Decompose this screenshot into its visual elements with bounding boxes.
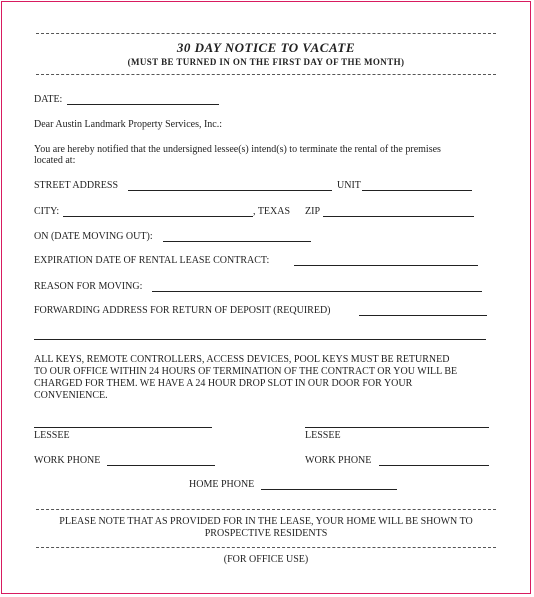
keys-notice-line-1: ALL KEYS, REMOTE CONTROLLERS, ACCESS DEVICES, POOL KEYS MUST BE RETURNED	[34, 354, 450, 365]
moving-out-field[interactable]	[163, 241, 311, 242]
lessee-label-1: LESSEE	[34, 430, 70, 441]
lessee-label-2: LESSEE	[305, 430, 341, 441]
work-phone-label-2: WORK PHONE	[305, 455, 372, 466]
form-title: 30 DAY NOTICE TO VACATE	[176, 40, 356, 55]
note-top-divider	[36, 509, 496, 510]
unit-label: UNIT	[337, 180, 361, 191]
showing-note-line-1: PLEASE NOTE THAT AS PROVIDED FOR IN THE LEASE, YOUR HOME WILL BE SHOWN TO	[59, 516, 473, 527]
reason-label: REASON FOR MOVING:	[34, 281, 143, 292]
work-phone-label-1: WORK PHONE	[34, 455, 101, 466]
city-field[interactable]	[63, 216, 253, 217]
note-bottom-divider	[36, 547, 496, 548]
keys-notice-line-3: CHARGED FOR THEM. WE HAVE A 24 HOUR DROP SLOT IN OUR DOOR FOR YOUR	[34, 378, 413, 389]
forwarding-field[interactable]	[359, 315, 487, 316]
expiration-label: EXPIRATION DATE OF RENTAL LEASE CONTRACT:	[34, 255, 270, 266]
forwarding-field-line-2[interactable]	[34, 339, 486, 340]
lessee-signature-field-1[interactable]	[34, 427, 212, 428]
intro-line-1: You are hereby notified that the undersigned lessee(s) intend(s) to terminate the rental of the premises	[34, 144, 441, 155]
work-phone-field-1[interactable]	[107, 465, 215, 466]
salutation: Dear Austin Landmark Property Services, Inc.:	[34, 119, 223, 130]
zip-label: ZIP	[305, 206, 320, 217]
unit-field[interactable]	[362, 190, 472, 191]
forwarding-label: FORWARDING ADDRESS FOR RETURN OF DEPOSIT (REQUIRED)	[34, 305, 331, 316]
street-address-field[interactable]	[128, 190, 332, 191]
expiration-field[interactable]	[294, 265, 478, 266]
lessee-signature-field-2[interactable]	[305, 427, 489, 428]
page-border	[1, 1, 531, 594]
intro-line-2: located at:	[34, 155, 76, 166]
reason-field[interactable]	[152, 291, 482, 292]
header-divider	[36, 74, 496, 75]
top-divider	[36, 33, 496, 34]
city-label: CITY:	[34, 206, 60, 217]
keys-notice-line-4: CONVENIENCE.	[34, 390, 108, 401]
street-address-label: STREET ADDRESS	[34, 180, 118, 191]
keys-notice-line-2: TO OUR OFFICE WITHIN 24 HOURS OF TERMINATION OF THE CONTRACT OR YOU WILL BE	[34, 366, 458, 377]
zip-field[interactable]	[323, 216, 474, 217]
office-use-label: (FOR OFFICE USE)	[223, 554, 309, 565]
date-label: DATE:	[34, 94, 63, 105]
showing-note-line-2: PROSPECTIVE RESIDENTS	[204, 528, 328, 539]
form-subtitle: (MUST BE TURNED IN ON THE FIRST DAY OF THE MONTH)	[127, 57, 405, 67]
home-phone-label: HOME PHONE	[189, 479, 255, 490]
texas-label: , TEXAS	[253, 206, 291, 217]
moving-out-label: ON (DATE MOVING OUT):	[34, 231, 153, 242]
work-phone-field-2[interactable]	[379, 465, 489, 466]
home-phone-field[interactable]	[261, 489, 397, 490]
date-field[interactable]	[67, 104, 219, 105]
